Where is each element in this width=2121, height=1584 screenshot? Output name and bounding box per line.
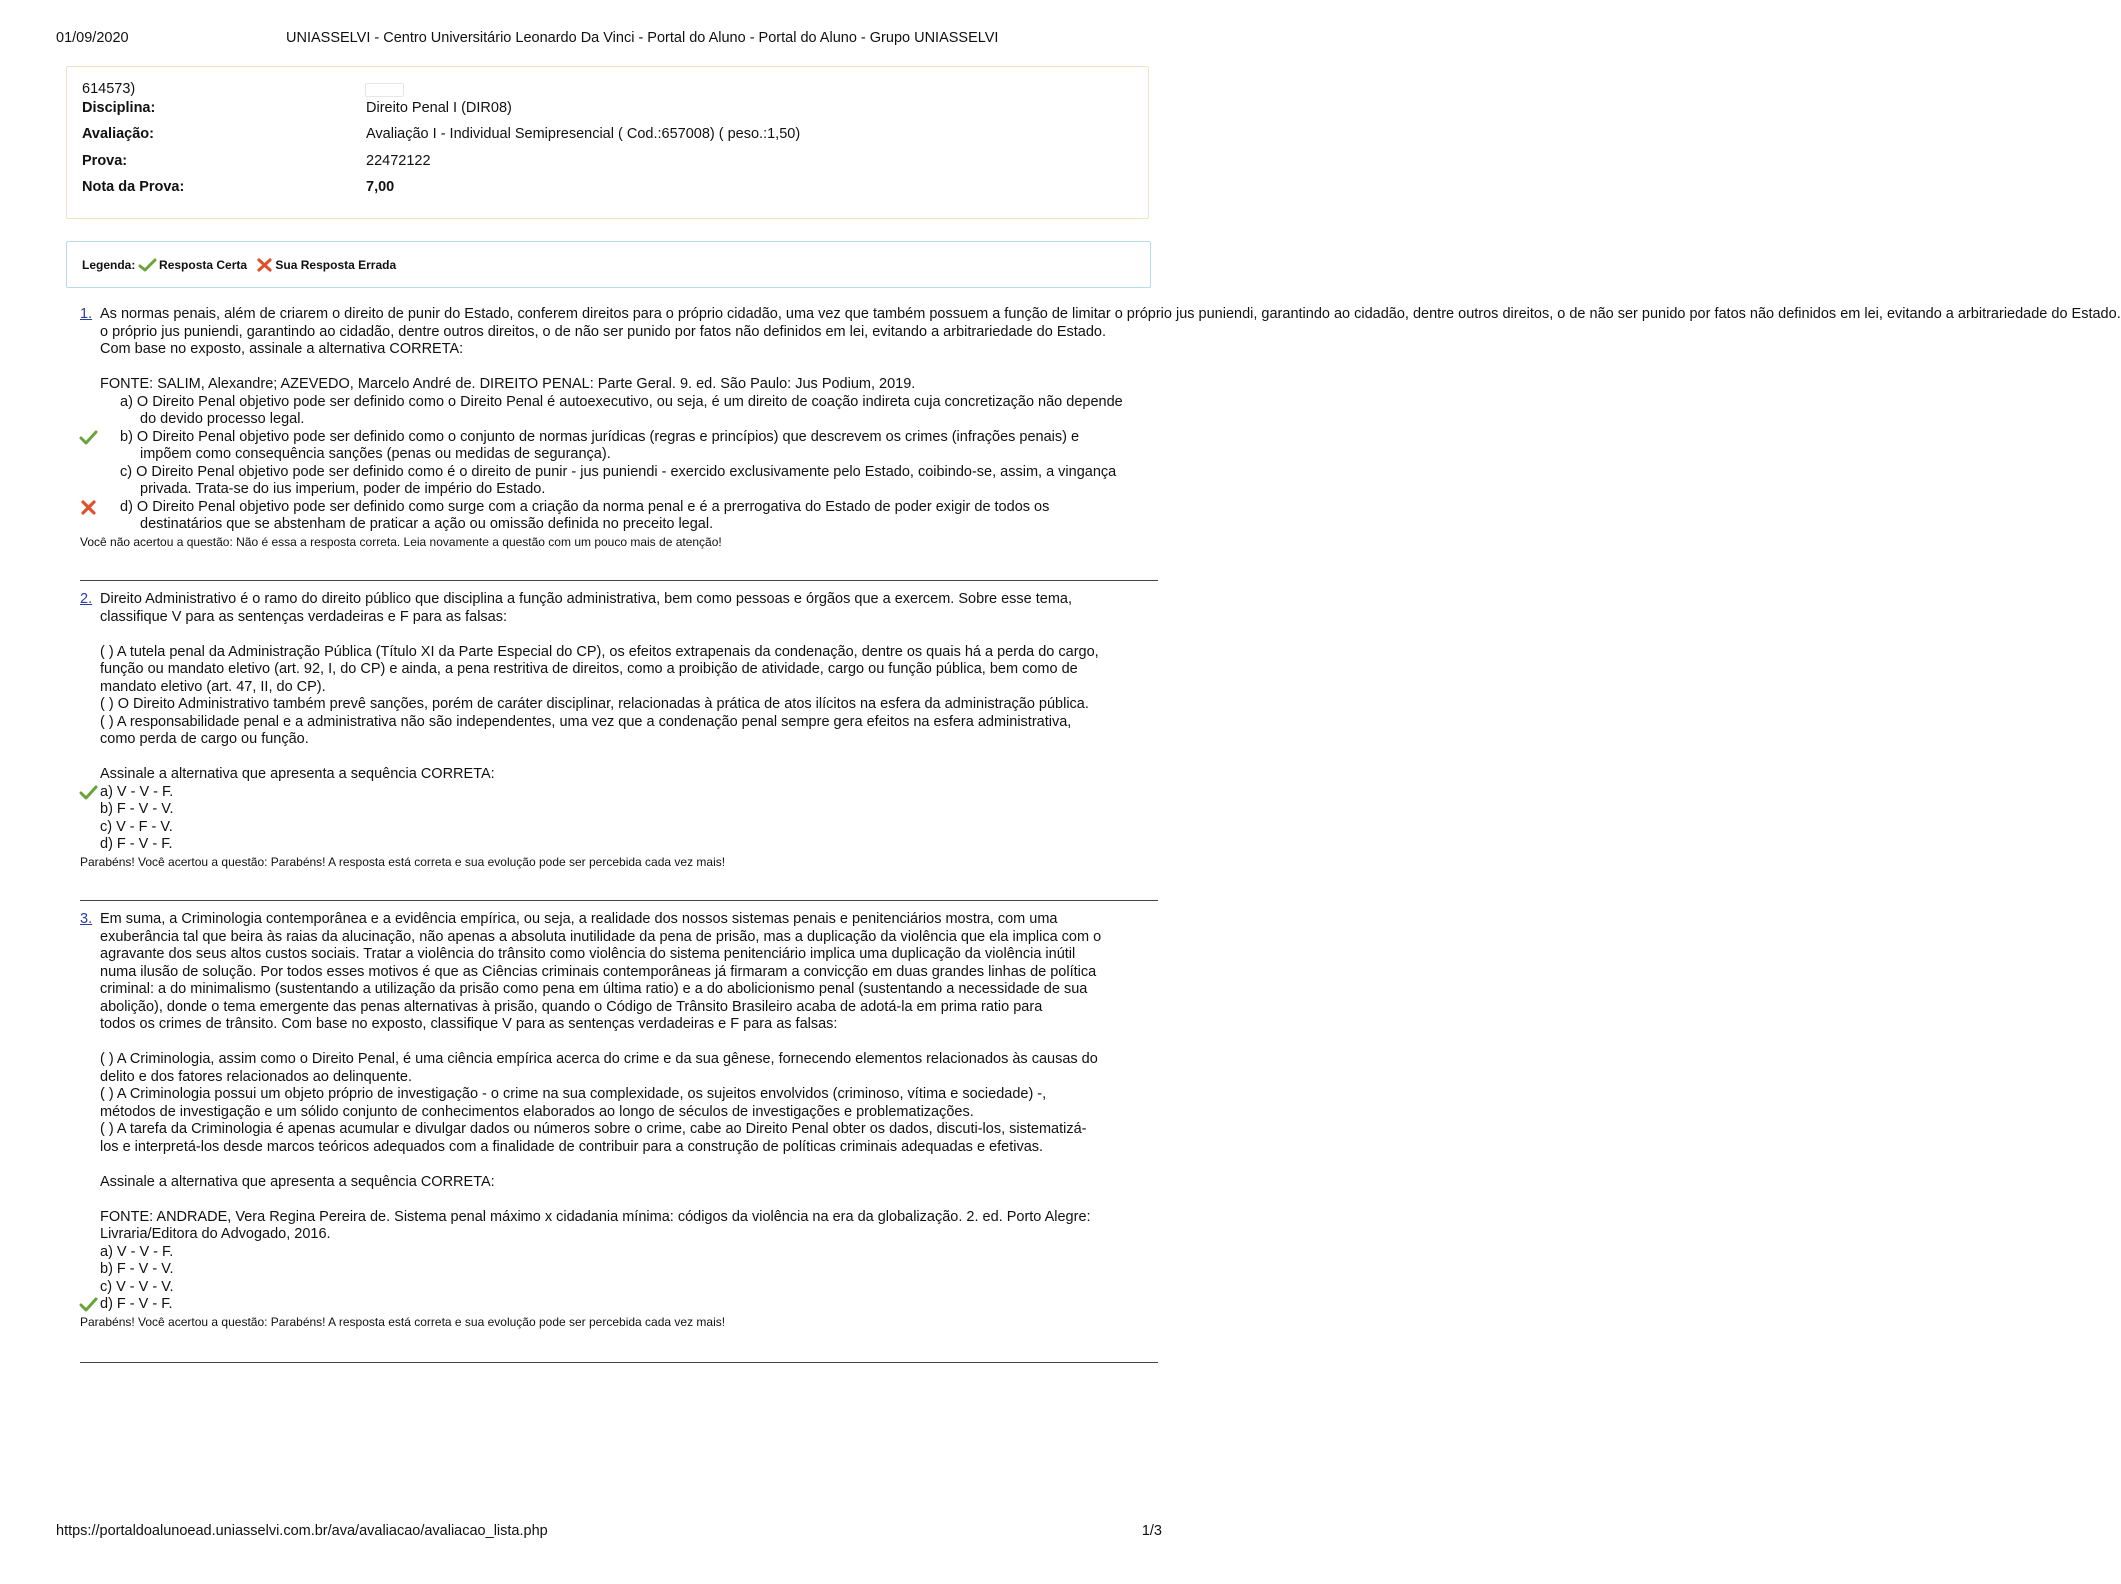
partial-text: 614573) [82, 81, 136, 97]
alternative-a: a) V - V - F. [100, 1243, 174, 1260]
question-text: criminal: a do minimalismo (sustentando a utilização da prisão como pena em última ratio) e a do abolicionismo penal (sustentando a necessidade de sua [100, 981, 1088, 997]
question-text: classifique V para as sentenças verdadeiras e F para as falsas: [100, 608, 508, 625]
redacted-field [365, 83, 404, 97]
divider [80, 900, 1158, 901]
question-instruction: Assinale a alternativa que apresenta a sequência CORRETA: [100, 766, 495, 782]
page-number: 1/3 [1141, 1523, 1162, 1539]
alternative-b: b) F - V - V. [100, 801, 174, 817]
feedback-text: Parabéns! Você acertou a questão: Parabéns! A resposta está correta e sua evolução pode ser percebida cada vez mais! [80, 854, 726, 869]
question-text: abolição), donde o tema emergente das penas alternativas à prisão, quando o Código de Trânsito Brasileiro acaba de adotá-la em prima ratio para [100, 998, 1043, 1015]
exam-info-box [66, 66, 1149, 219]
statement-text: delito e dos fatores relacionados ao delinquente. [100, 1068, 412, 1085]
info-value: Avaliação I - Individual Semipresencial ( Cod.:657008) ( peso.:1,50) [366, 126, 801, 142]
statement-text: los e interpretá-los desde marcos teóricos adequados com a finalidade de contribuir para a construção de políticas criminais adequadas e efetivas. [100, 1138, 1044, 1155]
divider [80, 580, 1158, 581]
check-icon [80, 430, 97, 445]
legend-box [66, 241, 1151, 288]
question-text: As normas penais, além de criarem o direito de punir do Estado, conferem direitos para o próprio cidadão, uma vez que também possuem a função de limitar o próprio jus puniendi, garantindo ao cidadão, dentre outros direitos, o de não ser punido por fatos não definidos em lei, evitando a arbitrariedade do Estado. [100, 306, 2121, 322]
statement-text: função ou mandato eletivo (art. 92, I, do CP) e ainda, a pena restritiva de direitos, como a proibição de atividade, cargo ou função pública, bem como de [100, 661, 1078, 677]
info-value: Direito Penal I (DIR08) [366, 100, 512, 116]
question-text: Com base no exposto, assinale a alternativa CORRETA: [100, 341, 464, 357]
question-number-link[interactable]: 2. [80, 591, 93, 607]
question-text: exuberância tal que beira às raias da alucinação, não apenas a absoluta inutilidade da pena de prisão, mas a duplicação da violência que ela implica com o [100, 928, 1102, 945]
question-source: FONTE: SALIM, Alexandre; AZEVEDO, Marcelo André de. DIREITO PENAL: Parte Geral. 9. ed. São Paulo: Jus Podium, 2019. [100, 376, 916, 392]
statement-text: ( ) A Criminologia possui um objeto próprio de investigação - o crime na sua complexidade, os sujeitos envolvidos (criminoso, vítima e sociedade) -, [100, 1086, 1047, 1102]
cross-icon [80, 500, 97, 515]
legend-wrong: Sua Resposta Errada [275, 257, 397, 272]
statement-text: mandato eletivo (art. 47, II, do CP). [100, 678, 326, 695]
info-label: Disciplina: [82, 100, 156, 116]
statement-text: como perda de cargo ou função. [100, 731, 309, 747]
question-2 [80, 591, 1160, 871]
statement-text: ( ) A responsabilidade penal e a administrativa não são independentes, uma vez que a condenação penal sempre gera efeitos na esfera administrativa, [100, 713, 1072, 730]
alternative-d: d) O Direito Penal objetivo pode ser definido como surge com a criação da norma penal e é a prerrogativa do Estado de poder exigir de todos os destinatários que se abstenham de praticar a ação ou omissão definida no preceito legal. [80, 499, 1160, 534]
statement-text: ( ) A Criminologia, assim como o Direito Penal, é uma ciência empírica acerca do crime e da sua gênese, fornecendo elementos relacionados às causas do [100, 1051, 1098, 1067]
check-icon [80, 785, 97, 800]
alternative-b: b) O Direito Penal objetivo pode ser definido como o conjunto de normas jurídicas (regras e princípios) que descrevem os crimes (infrações penais) e impõem como consequência sanções (penas ou medidas de segurança). [80, 429, 1160, 464]
page-url: https://portaldoalunoead.uniasselvi.com.br/ava/avaliacao/avaliacao_lista.php [56, 1523, 548, 1539]
statement-text: ( ) A tutela penal da Administração Pública (Título XI da Parte Especial do CP), os efeitos extrapenais da condenação, dentre os quais há a perda do cargo, [100, 643, 1099, 660]
info-label: Prova: [82, 153, 128, 169]
legend-title: Legenda: [82, 257, 136, 272]
print-date: 01/09/2020 [56, 30, 129, 46]
feedback-text: Você não acertou a questão: Não é essa a resposta correta. Leia novamente a questão com um pouco mais de atenção! [80, 534, 722, 549]
info-row-exam [82, 153, 1138, 173]
question-number-link[interactable]: 3. [80, 911, 93, 927]
check-icon [80, 1297, 97, 1312]
question-3 [80, 911, 1160, 1331]
alternative-a: a) O Direito Penal objetivo pode ser definido como o Direito Penal é autoexecutivo, ou seja, é um direito de coação indireta cuja concretização não depende do devido processo legal. [120, 393, 1123, 427]
check-icon [139, 258, 156, 272]
question-text: Direito Administrativo é o ramo do direito público que disciplina a função administrativa, bem como pessoas e órgãos que a exercem. Sobre esse tema, [100, 591, 1073, 607]
question-text: agravante dos seus altos custos sociais. Tratar a violência do trânsito como violência do sistema penitenciário implica uma duplicação da violência inútil [100, 946, 1076, 962]
alternative-b: b) F - V - V. [100, 1261, 174, 1277]
question-source: Livraria/Editora do Advogado, 2016. [100, 1226, 331, 1242]
question-text: o próprio jus puniendi, garantindo ao cidadão, dentre outros direitos, o de não ser punido por fatos não definidos em lei, evitando a arbitrariedade do Estado. [100, 323, 1107, 340]
info-row-evaluation [82, 126, 1138, 146]
question-source: FONTE: ANDRADE, Vera Regina Pereira de. Sistema penal máximo x cidadania mínima: códigos da violência na era da globalização. 2. ed. Porto Alegre: [100, 1208, 1091, 1225]
divider [80, 1362, 1158, 1363]
cross-icon [257, 258, 272, 272]
alternative-c: c) V - V - V. [100, 1278, 174, 1295]
info-value: 22472122 [366, 153, 431, 169]
statement-text: métodos de investigação e um sólido conjunto de conhecimentos elaborados ao longo de séculos de investigações e problematizações. [100, 1103, 974, 1120]
alternative-d: d) F - V - F. [100, 836, 173, 852]
alternative-c: c) V - F - V. [100, 818, 173, 835]
question-text: todos os crimes de trânsito. Com base no exposto, classifique V para as sentenças verdadeiras e F para as falsas: [100, 1016, 838, 1032]
info-label: Nota da Prova: [82, 179, 185, 195]
question-number-link[interactable]: 1. [80, 306, 93, 322]
question-instruction: Assinale a alternativa que apresenta a sequência CORRETA: [100, 1173, 495, 1190]
statement-text: ( ) A tarefa da Criminologia é apenas acumular e divulgar dados ou números sobre o crime, cabe ao Direito Penal obter os dados, discuti-los, sistematizá- [100, 1121, 1087, 1137]
info-row-discipline [82, 100, 1138, 120]
alternative-a: a) V - V - F. [80, 784, 1160, 802]
feedback-text: Parabéns! Você acertou a questão: Parabéns! A resposta está correta e sua evolução pode ser percebida cada vez mais! [80, 1314, 726, 1329]
legend-correct: Resposta Certa [159, 257, 248, 272]
info-row-grade [82, 179, 1138, 199]
alternative-d: d) F - V - F. [80, 1296, 1160, 1314]
statement-text: ( ) O Direito Administrativo também prevê sanções, porém de caráter disciplinar, relacionadas à prática de atos ilícitos na esfera da administração pública. [100, 696, 1089, 712]
info-label: Avaliação: [82, 126, 154, 142]
question-text: numa ilusão de solução. Por todos esses motivos é que as Ciências criminais contemporâneas já firmaram a convicção em duas grandes linhas de política [100, 963, 1097, 980]
question-1 [80, 306, 2121, 551]
alternative-c: c) O Direito Penal objetivo pode ser definido como é o direito de punir - jus puniendi - exercido exclusivamente pelo Estado, coibindo-se, assim, a vingança privada. Trata-se do ius imperium, poder de império do Estado. [120, 463, 1117, 497]
page-title: UNIASSELVI - Centro Universitário Leonardo Da Vinci - Portal do Aluno - Portal do Aluno - Grupo UNIASSELVI [286, 30, 999, 46]
question-text: Em suma, a Criminologia contemporânea e a evidência empírica, ou seja, a realidade dos nossos sistemas penais e penitenciários mostra, com uma [100, 911, 1058, 927]
info-value: 7,00 [366, 179, 395, 195]
